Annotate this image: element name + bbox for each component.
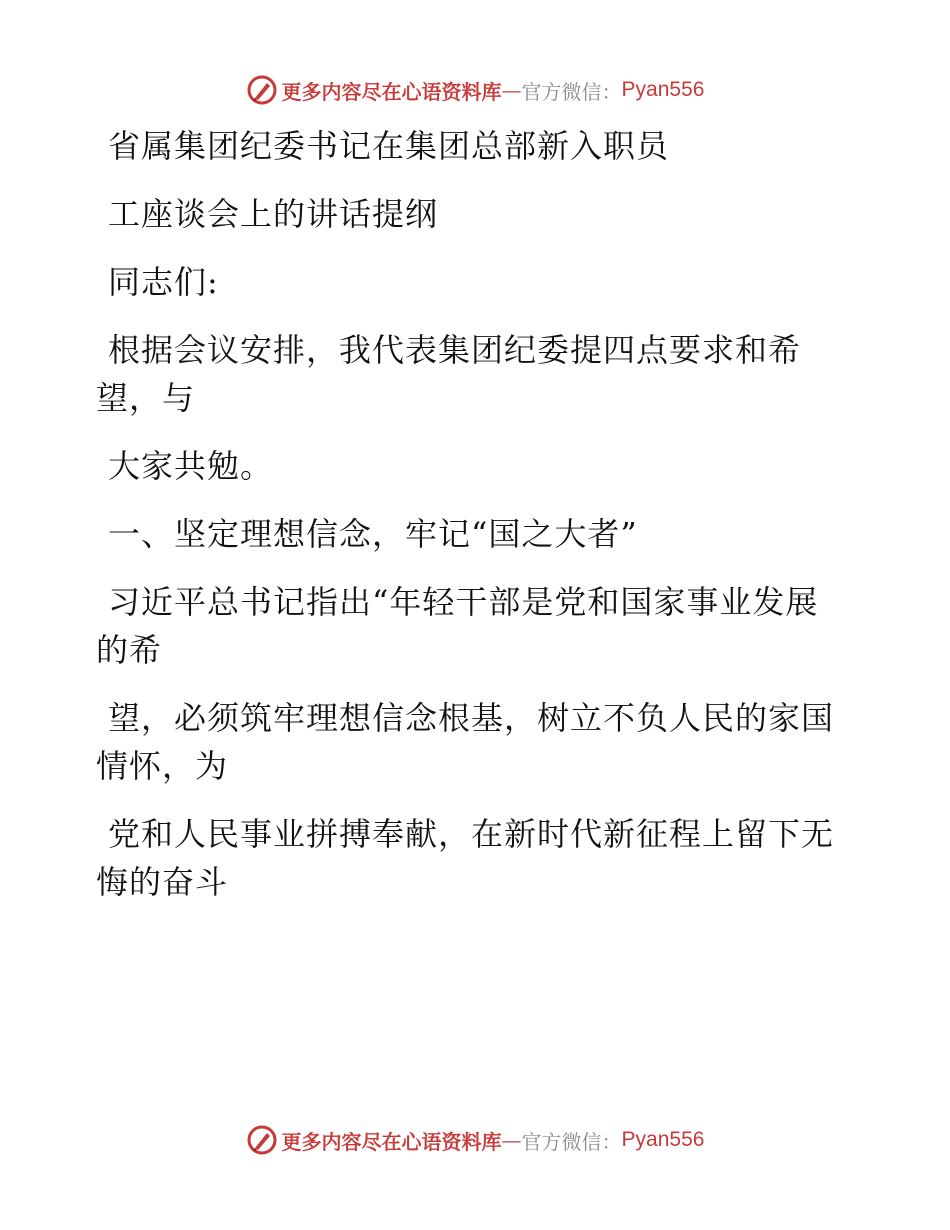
body-paragraph: 根据会议安排，我代表集团纪委提四点要求和希望，与 [96,331,802,417]
salutation: 同志们: [108,263,219,301]
body-paragraph: 望，必须筑牢理想信念根基，树立不负人民的家国情怀，为 [96,699,835,785]
header-banner [0,70,950,110]
title-line-1: 省属集团纪委书记在集团总部新入职员 [108,127,670,165]
banner-contact-label: 官方微信： [521,79,622,104]
section-heading: 一、坚定理想信念，牢记“国之大者” [108,515,638,553]
title-line-2: 工座谈会上的讲话提纲 [108,195,439,233]
body-paragraph: 大家共勉。 [108,447,274,485]
body-paragraph: 习近平总书记指出“年轻干部是党和国家事业发展的希 [96,583,819,669]
banner-contact-id: Pyan556 [621,1128,705,1151]
footer-banner [0,1120,950,1160]
banner-contact-id: Pyan556 [621,78,705,101]
banner-contact-label: 官方微信： [521,1129,622,1154]
banner-separator: — [501,1128,522,1152]
banner-separator: — [501,78,522,102]
banner-text: 更多内容尽在心语资料库 [281,1129,502,1154]
banner-text: 更多内容尽在心语资料库 [281,79,502,104]
pen-logo-icon [246,74,278,106]
body-paragraph: 党和人民事业拼搏奉献，在新时代新征程上留下无悔的奋斗 [96,815,835,901]
document-body [96,122,836,926]
pen-logo-icon [246,1124,278,1156]
